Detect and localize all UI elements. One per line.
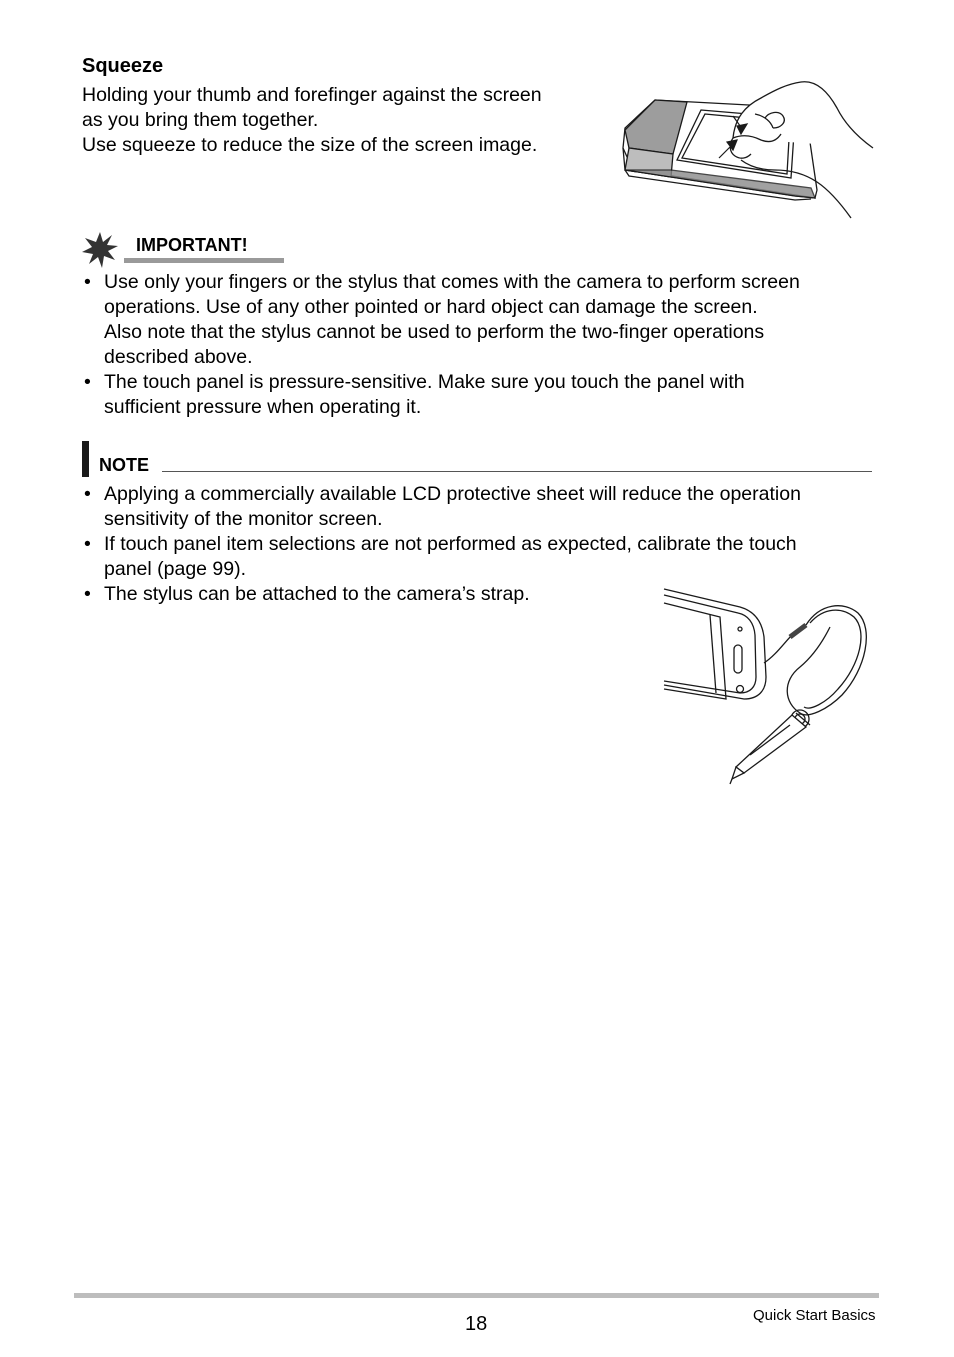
list-item	[82, 270, 872, 370]
list-item	[82, 532, 872, 582]
list-item	[82, 370, 872, 420]
bullet: •	[84, 371, 91, 393]
bullet: •	[84, 533, 91, 555]
item-line: sensitivity of the monitor screen.	[104, 508, 383, 530]
item-line: Also note that the stylus cannot be used to perform the two-finger operations	[104, 321, 765, 343]
item-line: panel (page 99).	[104, 558, 247, 580]
item-line: operations. Use of any other pointed or hard object can damage the screen.	[104, 296, 758, 318]
section-name: Quick Start Basics	[753, 1307, 876, 1324]
item-line: The touch panel is pressure-sensitive. Make sure you touch the panel with	[104, 371, 745, 393]
squeeze-gesture-illustration	[615, 78, 877, 223]
item-line: The stylus can be attached to the camera’s strap.	[104, 583, 530, 605]
squeeze-line: Holding your thumb and forefinger against the screen	[82, 84, 542, 106]
bullet: •	[84, 583, 91, 605]
item-line: sufficient pressure when operating it.	[104, 396, 422, 418]
item-line: Applying a commercially available LCD protective sheet will reduce the operation	[104, 483, 801, 505]
important-underline	[124, 258, 284, 263]
list-item	[82, 482, 872, 532]
item-line: Use only your fingers or the stylus that comes with the camera to perform screen	[104, 271, 800, 293]
footer-rule	[74, 1293, 879, 1298]
important-list	[82, 270, 872, 420]
bullet: •	[84, 483, 91, 505]
important-label: IMPORTANT!	[136, 235, 248, 255]
squeeze-heading: Squeeze	[82, 55, 164, 77]
bullet: •	[84, 271, 91, 293]
item-line: described above.	[104, 346, 253, 368]
note-marker-bar	[82, 441, 89, 477]
page-number: 18	[465, 1313, 488, 1335]
note-label: NOTE	[99, 455, 150, 475]
squeeze-line: Use squeeze to reduce the size of the screen image.	[82, 134, 538, 156]
important-burst-icon	[82, 232, 118, 268]
squeeze-description	[82, 83, 582, 158]
squeeze-line: as you bring them together.	[82, 109, 319, 131]
stylus-strap-illustration	[660, 585, 872, 790]
note-rule	[162, 471, 872, 472]
item-line: If touch panel item selections are not performed as expected, calibrate the touch	[104, 533, 797, 555]
